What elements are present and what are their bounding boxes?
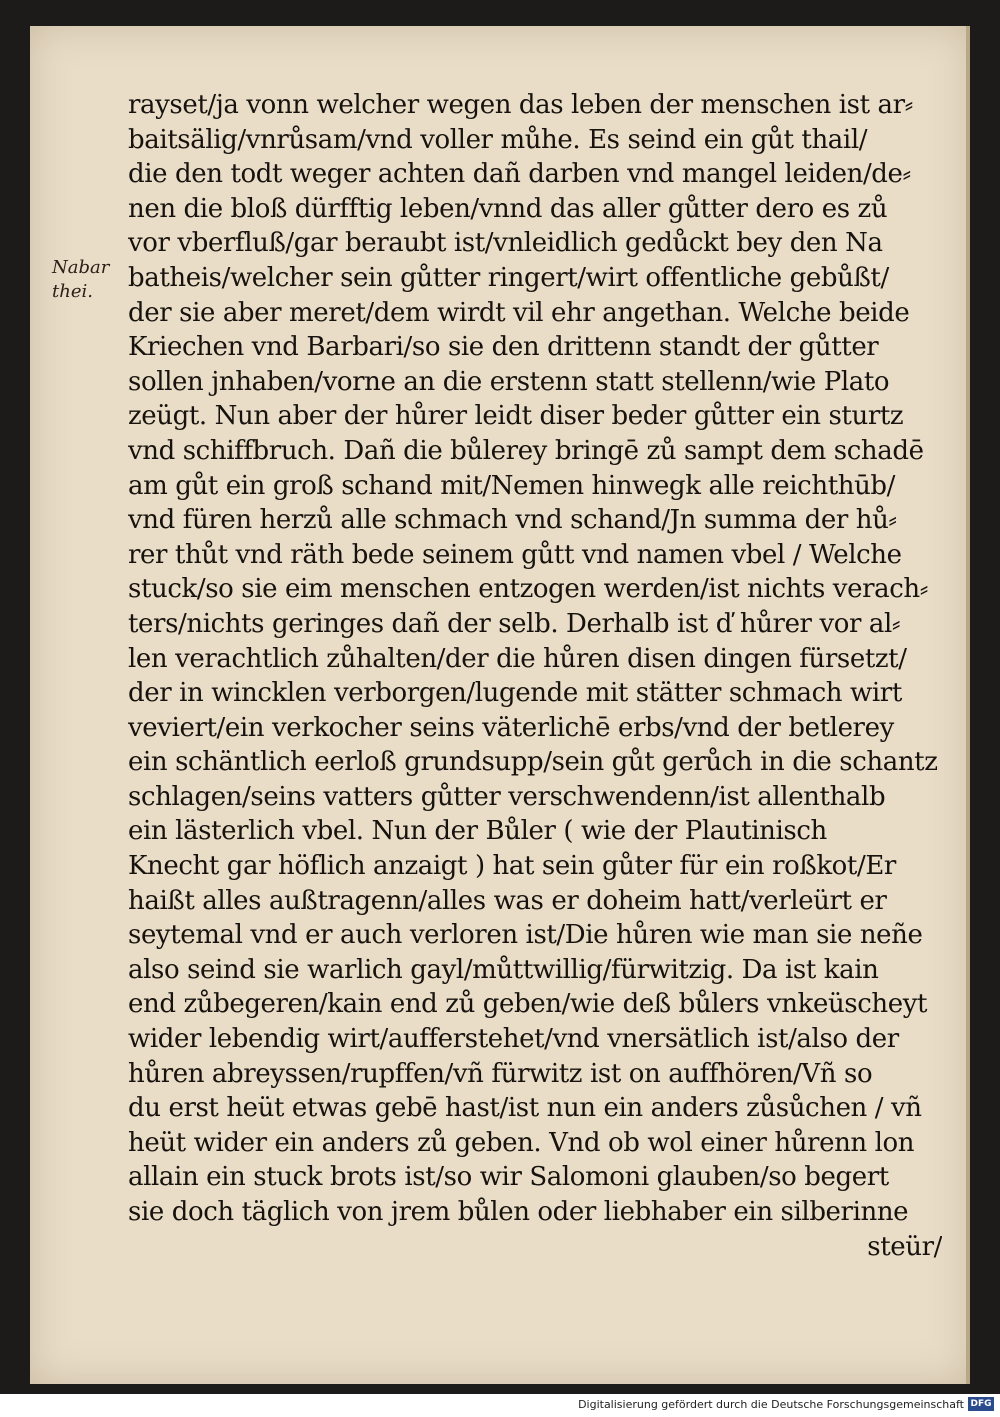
text-line: Kriechen vnd Barbari/so sie den drittenn standt der gůtter: [128, 332, 879, 363]
text-line: len verachtlich zůhalten/der die hůren disen dingen fürsetzt/: [128, 643, 907, 674]
text-line: also seind sie warlich gayl/můttwillig/fürwitzig. Da ist kain: [128, 954, 879, 985]
text-line: baitsälig/vnrůsam/vnd voller můhe. Es seind ein gůt thail/: [128, 124, 868, 155]
book-page: [30, 26, 970, 1384]
body-text: [128, 88, 942, 1264]
text-line: der in wincklen verborgen/lugende mit stätter schmach wirt: [128, 678, 902, 709]
text-line: stuck/so sie eim menschen entzogen werden/ist nichts verach⸗: [128, 574, 928, 605]
text-line: am gůt ein groß schand mit/Nemen hinwegk alle reichthūb/: [128, 470, 896, 501]
page-edge: [966, 26, 970, 1384]
text-line: veviert/ein verkocher seins väterlichē erbs/vnd der betlerey: [128, 712, 894, 743]
text-line: ters/nichts geringes dañ der selb. Derhalb ist ď hůrer vor al⸗: [128, 608, 901, 639]
text-line: der sie aber meret/dem wirdt vil ehr angethan. Welche beide: [128, 297, 910, 328]
text-line: nen die bloß dürfftig leben/vnnd das aller gůtter dero es zů: [128, 193, 888, 224]
text-line: du erst heüt etwas gebē hast/ist nun ein anders zůsůchen / vñ: [128, 1093, 922, 1124]
text-line: schlagen/seins vatters gůtter verschwendenn/ist allenthalb: [128, 781, 886, 812]
text-line: allain ein stuck brots ist/so wir Salomoni glauben/so begert: [128, 1162, 889, 1193]
footer-credit: Digitalisierung gefördert durch die Deutsche Forschungsgemeinschaft: [578, 1398, 964, 1411]
text-line: sollen jnhaben/vorne an die erstenn statt stellenn/wie Plato: [128, 366, 890, 397]
text-line: heüt wider ein anders zů geben. Vnd ob wol einer hůrenn lon: [128, 1127, 915, 1158]
text-line: sie doch täglich von jrem bůlen oder liebhaber ein silberinne: [128, 1197, 909, 1227]
text-line: seytemal vnd er auch verloren ist/Die hůren wie man sie neñe: [128, 920, 923, 951]
text-line: vor vberfluß/gar beraubt ist/vnleidlich gedůckt bey den Na: [128, 228, 883, 259]
text-line: end zůbegeren/kain end zů geben/wie deß bůlers vnkeüscheyt: [128, 989, 928, 1020]
text-line: batheis/welcher sein gůtter ringert/wirt offentliche gebůßt/: [128, 262, 889, 293]
text-line: vnd füren herzů alle schmach vnd schand/Jn summa der hů⸗: [128, 505, 897, 536]
catchword: steür/: [867, 1231, 942, 1262]
text-line: haißt alles außtragenn/alles was er doheim hatt/verleürt er: [128, 885, 887, 916]
text-line: rayset/ja vonn welcher wegen das leben der menschen ist ar⸗: [128, 90, 913, 120]
text-line: Knecht gar höflich anzaigt ) hat sein gůter für ein roßkot/Er: [128, 851, 896, 882]
text-line: die den todt weger achten dañ darben vnd mangel leiden/de⸗: [128, 159, 911, 190]
text-line: hůren abreyssen/rupffen/vñ fürwitz ist on auffhören/Vñ so: [128, 1058, 873, 1089]
text-line: zeügt. Nun aber der hůrer leidt diser beder gůtter ein sturtz: [128, 401, 904, 432]
marginal-note: Nabar thei.: [52, 257, 110, 302]
dfg-logo: DFG: [968, 1397, 994, 1411]
text-line: rer thůt vnd räth bede seinem gůtt vnd namen vbel / Welche: [128, 539, 902, 570]
text-line: wider lebendig wirt/aufferstehet/vnd vnersätlich ist/also der: [128, 1024, 899, 1055]
text-line: vnd schiffbruch. Dañ die bůlerey bringē zů sampt dem schadē: [128, 435, 924, 466]
text-line: ein schäntlich eerloß grundsupp/sein gůt gerůch in die schantz: [128, 747, 938, 778]
text-line: ein lästerlich vbel. Nun der Bůler ( wie der Plautinisch: [128, 816, 827, 847]
